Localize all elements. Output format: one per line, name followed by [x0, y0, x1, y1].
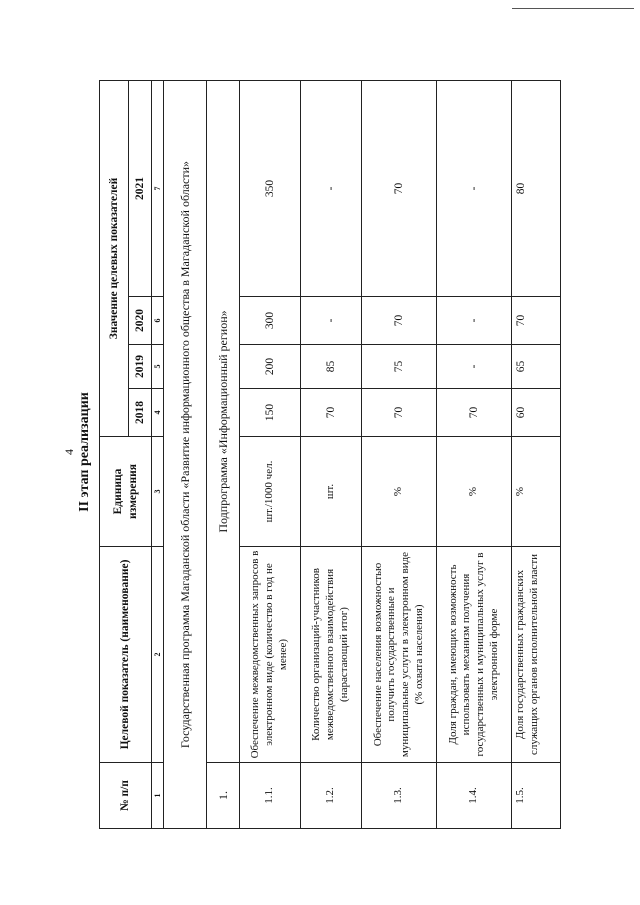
column-number: 7: [152, 81, 164, 297]
table-row: [301, 81, 362, 829]
row-value: 70: [362, 389, 437, 437]
row-value: -: [437, 297, 512, 345]
column-number: 1: [152, 763, 164, 829]
header-indicator: Целевой показатель (наименование): [100, 547, 152, 763]
row-value: -: [301, 81, 362, 297]
row-value: 70: [301, 389, 362, 437]
row-value: 70: [362, 297, 437, 345]
row-value: 60: [512, 389, 561, 437]
row-indicator: Обеспечение населения возможностью получить государственные и муниципальные услуги в электронном виде (% охвата населения): [362, 547, 437, 763]
rotated-page: [59, 57, 579, 847]
row-unit: шт.: [301, 437, 362, 547]
top-rule: [512, 8, 634, 9]
row-unit: %: [362, 437, 437, 547]
row-indicator: Обеспечение межведомственных запросов в электронном виде (количество в год не менее): [240, 547, 301, 763]
page-number: 4: [62, 449, 76, 455]
header-values-group: Значение целевых показателей: [100, 81, 129, 437]
row-value: 75: [362, 345, 437, 389]
subprogram-title: Подпрограмма «Информационный регион»: [207, 81, 240, 763]
subprogram-row: [207, 81, 240, 829]
row-value: 350: [240, 81, 301, 297]
row-value: 200: [240, 345, 301, 389]
table-row: [240, 81, 301, 829]
row-num: 1.3.: [362, 763, 437, 829]
row-num: 1.4.: [437, 763, 512, 829]
row-num: 1.1.: [240, 763, 301, 829]
row-value: 150: [240, 389, 301, 437]
table-row: [437, 81, 512, 829]
header-year: 2020: [129, 297, 152, 345]
row-value: -: [437, 345, 512, 389]
table-row: [512, 81, 561, 829]
column-number: 4: [152, 389, 164, 437]
row-value: -: [437, 81, 512, 297]
header-row: [100, 81, 129, 829]
subprogram-num: 1.: [207, 763, 240, 829]
column-number: 2: [152, 547, 164, 763]
row-value: 70: [512, 297, 561, 345]
row-value: 80: [512, 81, 561, 297]
row-indicator: Доля государственных гражданских служащих органов исполнительной власти: [512, 547, 561, 763]
stage-title: II этап реализации: [77, 392, 92, 512]
table-row: [362, 81, 437, 829]
row-value: 65: [512, 345, 561, 389]
row-num: 1.5.: [512, 763, 561, 829]
row-value: 70: [437, 389, 512, 437]
program-row: [164, 81, 207, 829]
row-value: 70: [362, 81, 437, 297]
row-value: 85: [301, 345, 362, 389]
header-num: № п/п: [100, 763, 152, 829]
program-title: Государственная программа Магаданской области «Развитие информационного общества в Магаданской области»: [164, 81, 207, 829]
row-unit: %: [437, 437, 512, 547]
column-number: 6: [152, 297, 164, 345]
column-number: 3: [152, 437, 164, 547]
header-year: 2021: [129, 81, 152, 297]
header-year: 2019: [129, 345, 152, 389]
header-year: 2018: [129, 389, 152, 437]
row-num: 1.2.: [301, 763, 362, 829]
row-unit: шт./1000 чел.: [240, 437, 301, 547]
indicators-table: [99, 80, 561, 829]
row-value: 300: [240, 297, 301, 345]
row-value: -: [301, 297, 362, 345]
column-numbers-row: [152, 81, 164, 829]
column-number: 5: [152, 345, 164, 389]
row-indicator: Доля граждан, имеющих возможность использовать механизм получения государственных и муниципальных услуг в электронной форме: [437, 547, 512, 763]
row-indicator: Количество организаций-участников межведомственного взаимодействия (нарастающий итог): [301, 547, 362, 763]
row-unit: %: [512, 437, 561, 547]
header-unit: Единица измерения: [100, 437, 152, 547]
